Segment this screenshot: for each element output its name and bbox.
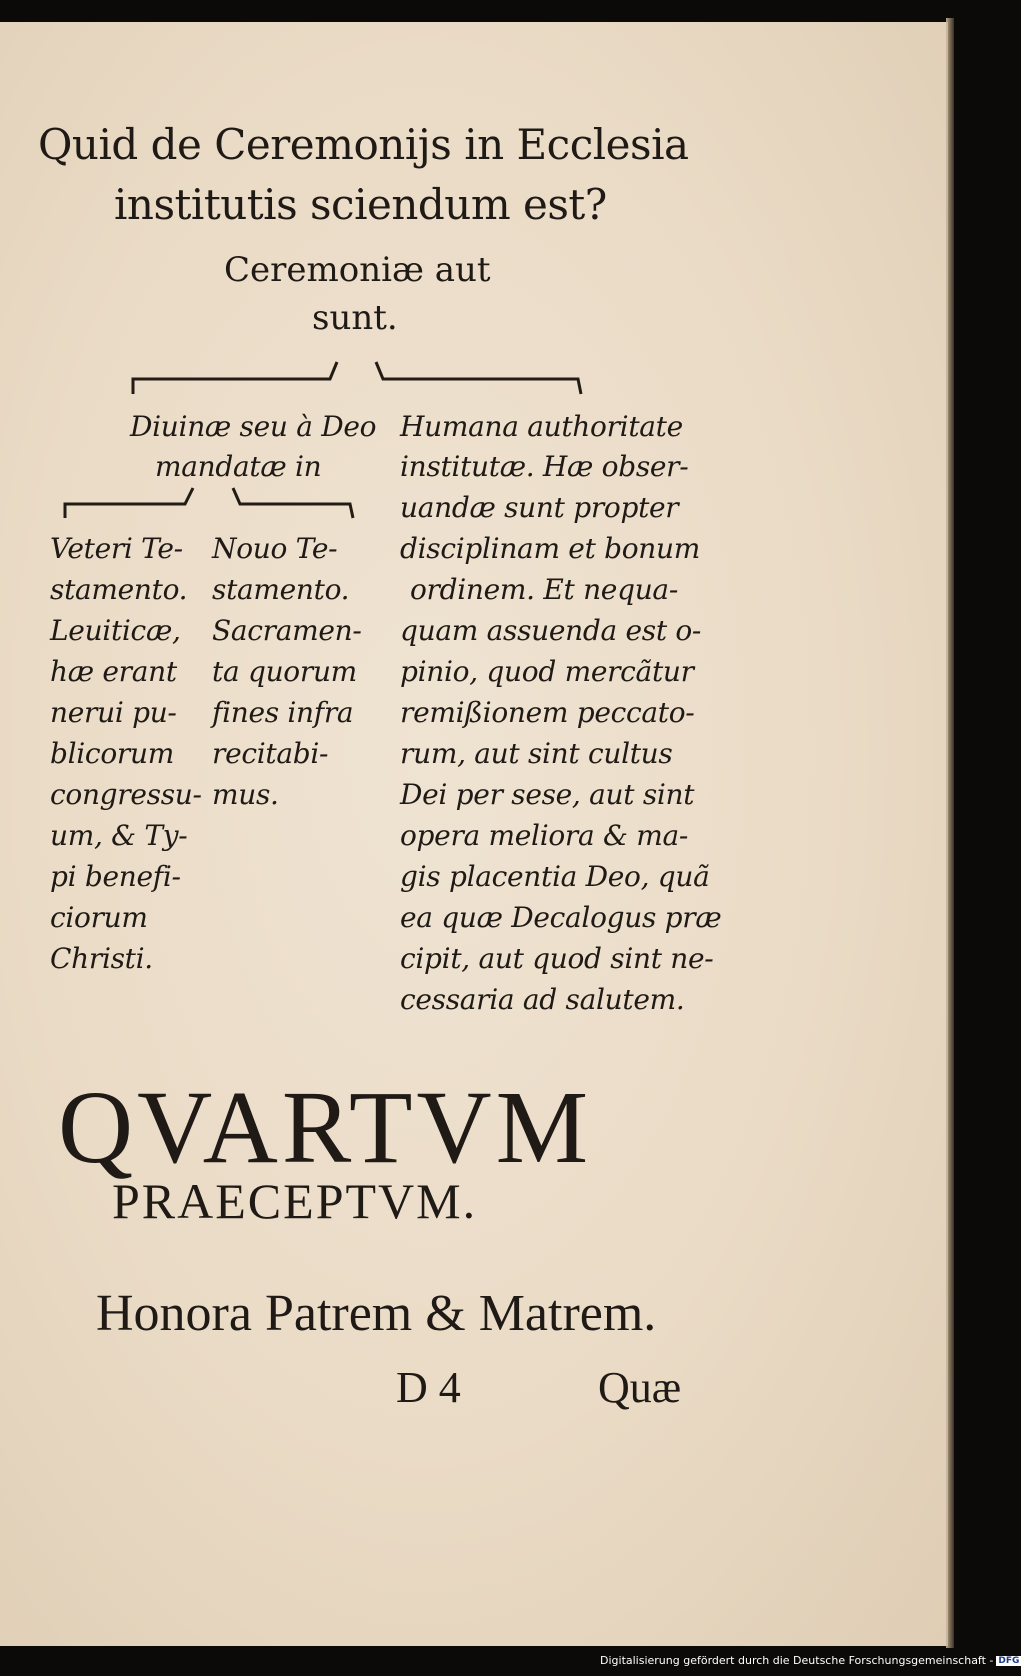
left-bracket: [133, 362, 337, 394]
commandment-motto: Honora Patrem & Matrem.: [96, 1285, 657, 1342]
heading-line-4: sunt.: [312, 298, 398, 338]
right-branch-line: institutæ. Hæ obser-: [400, 450, 689, 483]
old-testament-line: nerui pu-: [50, 696, 177, 729]
old-testament-line: ciorum: [50, 901, 148, 934]
right-branch-line: ordinem. Et nequa-: [410, 573, 678, 606]
digitization-credit: [600, 1654, 1021, 1667]
old-testament-line: stamento.: [50, 573, 188, 606]
old-testament-line: um, & Ty-: [50, 819, 188, 852]
right-branch-line: remißionem peccato-: [400, 696, 695, 729]
right-branch-line: rum, aut sint cultus: [400, 737, 673, 770]
right-branch-line: quam assuenda est o-: [400, 614, 702, 647]
old-testament-line: blicorum: [50, 737, 174, 770]
credit-text: Digitalisierung gefördert durch die Deutsche Forschungsgemeinschaft -: [600, 1654, 994, 1667]
right-branch-line: gis placentia Deo, quã: [400, 860, 710, 893]
right-branch-line: disciplinam et bonum: [400, 532, 701, 565]
right-branch-line: opera meliora & ma-: [400, 819, 689, 852]
signature-mark: D 4: [396, 1363, 461, 1412]
old-testament-line: Leuiticæ,: [50, 614, 181, 647]
section-title: QVARTVM: [58, 1070, 593, 1185]
right-branch-line: ea quæ Decalogus præ: [400, 901, 722, 934]
old-testament-line: congressu-: [50, 778, 202, 811]
old-testament-line: Christi.: [50, 942, 153, 975]
new-testament-line: ta quorum: [212, 655, 357, 688]
catchword: Quæ: [598, 1363, 682, 1412]
right-branch-line: uandæ sunt propter: [400, 491, 679, 524]
new-testament-line: fines infra: [212, 696, 354, 729]
book-page: [0, 22, 948, 1646]
new-testament-line: mus.: [212, 778, 279, 811]
heading-line-2: institutis sciendum est?: [114, 180, 607, 229]
right-branch-line: cessaria ad salutem.: [400, 983, 685, 1016]
old-testament-line: hæ erant: [50, 655, 177, 688]
new-testament-bracket: [233, 488, 353, 518]
new-testament-line: stamento.: [212, 573, 350, 606]
dfg-logo: DFG: [998, 1656, 1020, 1666]
new-testament-line: Sacramen-: [212, 614, 362, 647]
right-branch-line: Humana authoritate: [400, 410, 683, 443]
left-branch-heading-1: Diuinæ seu à Deo: [130, 410, 377, 443]
right-branch-line: pinio, quod mercãtur: [400, 655, 694, 688]
old-testament-bracket: [65, 488, 193, 518]
new-testament-line: Nouo Te-: [212, 532, 338, 565]
right-branch-line: cipit, aut quod sint ne-: [400, 942, 714, 975]
right-bracket: [376, 362, 581, 394]
left-branch-heading-2: mandatæ in: [155, 450, 322, 483]
heading-line-3: Ceremoniæ aut: [224, 250, 491, 290]
old-testament-line: pi benefi-: [50, 860, 181, 893]
new-testament-line: recitabi-: [212, 737, 329, 770]
heading-line-1: Quid de Ceremonijs in Ecclesia: [38, 120, 689, 169]
old-testament-line: Veteri Te-: [50, 532, 183, 565]
right-branch-line: Dei per sese, aut sint: [400, 778, 695, 811]
section-subtitle: PRAECEPTVM.: [112, 1173, 478, 1229]
